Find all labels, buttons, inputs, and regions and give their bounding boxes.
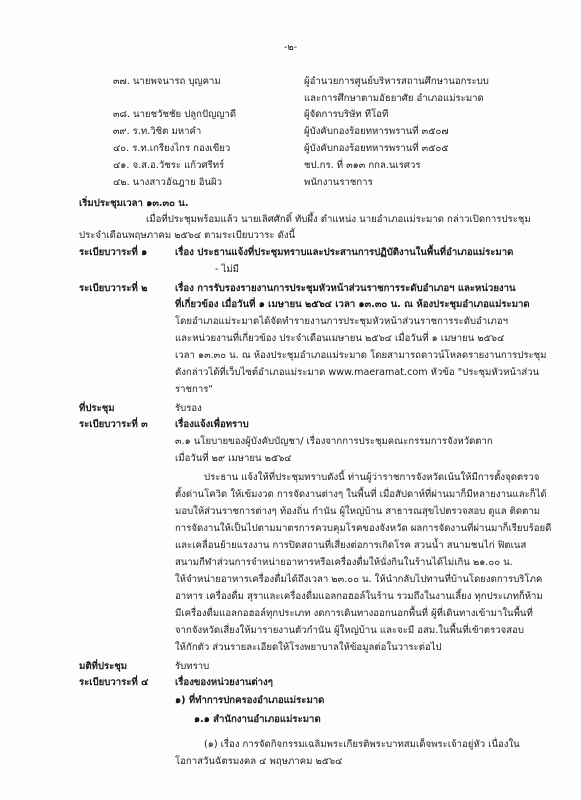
agenda-2-body-line: ดังกล่าวได้ที่เว็บไซต์อำเภอแม่ระมาด www.maeramat.com หัวข้อ "ประชุมหัวหน้าส่วน — [175, 367, 540, 378]
agenda-3-body-line: การจัดงานให้เป็นไปตามมาตรการควบคุมโรคของจังหวัด ผลการจัดงานที่ผ่านมาก็เรียบร้อยดี — [175, 523, 552, 534]
attendee-name: ๔๐. ร.ท.เกรียงไกร กองเขียว — [113, 143, 231, 154]
meeting-start-label: เริ่มประชุมเวลา ๑๓.๓๐ น. — [79, 198, 189, 209]
agenda-3-label: ระเบียบวาระที่ ๓ — [79, 419, 148, 430]
agenda-3-body-line: จากจังหวัดเสี่ยงให้มารายงานตัวกำนัน ผู้ใหญ่บ้าน และจะมี อสม.ในพื้นที่เข้าตรวจสอบ — [175, 625, 525, 636]
agenda-2-body-line: โดยอำเภอแม่ระมาดได้จัดทำรายงานการประชุมหัวหน้าส่วนราชการระดับอำเภอฯ — [175, 316, 508, 327]
attendee-role: ผู้บังคับกองร้อยทหารพรานที่ ๓๕๐๗ — [304, 126, 449, 137]
agenda-2-resolution-label: ที่ประชุม — [79, 403, 115, 414]
agenda-4-item-line: โอกาสวันฉัตรมงคล ๔ พฤษภาคม ๒๕๖๔ — [175, 756, 343, 767]
attendee-name: ๓๗. นายพจนารถ บุญคาม — [113, 76, 221, 87]
agenda-3-body-line: ตั้งด่านโควิด ให้เข้มงวด การจัดงานต่างๆ ในพื้นที่ เมื่อสัปดาห์ที่ผ่านมาก็มีหลายงานและก็ได้ — [175, 489, 547, 500]
attendee-role: พนักงานราชการ — [304, 177, 373, 188]
agenda-3-body-line: อาหาร เครื่องดื่ม สุราและเครื่องดื่มแอลกอฮอล์ในร้าน รวมถึงในงานเลี้ยง ทุกประเภทก็ห้าม — [175, 591, 543, 602]
attendee-name: ๔๒. นางสาวอัฉฎาย อินผิว — [113, 177, 223, 188]
agenda-3-resolution: รับทราบ — [175, 661, 210, 672]
agenda-2-body-line: และหน่วยงานที่เกี่ยวข้อง ประจำเดือนเมษายน ๒๕๖๔ เมื่อวันที่ ๑ เมษายน ๒๕๖๔ — [175, 333, 505, 344]
agenda-3-body-line: สนามกีฬาส่วนการจำหน่ายอาหารหรือเครื่องดื่มให้นั่งกินในร้านได้ไม่เกิน ๒๑.๐๐ น. — [175, 557, 513, 568]
agenda-3-body-line: ให้จำหน่ายอาหารเครื่องดื่มได้ถึงเวลา ๒๓.๐๐ น. ให้นำกลับไปทานที่บ้านโดยงดการบริโภค — [175, 574, 543, 585]
agenda-2-title-line: เรื่อง การรับรองรายงานการประชุมหัวหน้าส่วนราชการระดับอำเภอฯ และหน่วยงาน — [175, 283, 516, 294]
attendee-role: และการศึกษาตามอัธยาศัย อำเภอแม่ระมาด — [304, 93, 484, 104]
agenda-2-label: ระเบียบวาระที่ ๒ — [79, 283, 148, 294]
agenda-4-title: เรื่องของหน่วยงานต่างๆ — [175, 677, 273, 688]
attendee-name: ๓๙. ร.ท.วิชิต มหาคำ — [113, 126, 202, 137]
agenda-3-body-line: และเคลื่อนย้ายแรงงาน การปิดสถานที่เสี่ยงต่อการเกิดโรค สวนน้ำ สนามชนไก่ ฟิตเนส — [175, 540, 527, 551]
agenda-1-note: - ไม่มี — [215, 264, 239, 275]
attendee-name: ๓๘. นายชวัชชัย ปลูกปัญญาดี — [113, 109, 237, 120]
agenda-1-label: ระเบียบวาระที่ ๑ — [79, 247, 148, 258]
attendee-role: ผู้บังคับกองร้อยทหารพรานที่ ๓๕๐๕ — [304, 143, 449, 154]
agenda-2-body-line: ราชการ" — [175, 384, 213, 395]
agenda-3-resolution-label: มติที่ประชุม — [79, 661, 128, 672]
attendee-role: ผู้อำนวยการศูนย์บริหารสถานศึกษานอกระบบ — [304, 76, 489, 87]
agenda-3-title: เรื่องแจ้งเพื่อทราบ — [175, 419, 249, 430]
agenda-1-title: เรื่อง ประธานแจ้งที่ประชุมทราบและประสานการปฏิบัติงานในพื้นที่อำเภอแม่ระมาด — [175, 247, 514, 258]
page-number: -๒- — [283, 42, 298, 53]
agenda-3-body-line: มอบให้ส่วนราชการต่างๆ ท้องถิ่น กำนัน ผู้ใหญ่บ้าน สาธารณสุขไปตรวจสอบ ดูแล ติดตาม — [175, 506, 541, 517]
agenda-3-body-line: ประธาน แจ้งให้ที่ประชุมทราบดังนี้ ท่านผู้ว่าราชการจังหวัดเน้นให้มีการตั้งจุดตรวจ — [204, 472, 540, 483]
attendee-role: ชป.กร. ที่ ๓๑๓ กกล.นเรศวร — [304, 160, 421, 171]
agenda-3-sub-line: ๓.๑ นโยบายของผู้บังคับบัญชา/ เรื่องจากการประชุมคณะกรรมการจังหวัดตาก — [175, 436, 493, 447]
agenda-4-section: ๑) ที่ทำการปกครองอำเภอแม่ระมาด — [175, 695, 325, 706]
agenda-3-body-line: ให้กักตัว ส่วนรายละเอียดให้โรงพยาบาลให้ข้อมูลต่อในวาระต่อไป — [175, 642, 442, 653]
agenda-2-title-line: ที่เกี่ยวข้อง เมื่อวันที่ ๑ เมษายน ๒๕๖๔ เวลา ๑๓.๓๐ น. ณ ห้องประชุมอำเภอแม่ระมาด — [175, 299, 530, 310]
agenda-4-subsection: ๑.๑ สำนักงานอำเภอแม่ระมาด — [194, 714, 321, 725]
opening-paragraph-line: เมื่อที่ประชุมพร้อมแล้ว นายเลิศศักดิ์ ทับผึ้ง ตำแหน่ง นายอำเภอแม่ระมาด กล่าวเปิดการประชุม — [146, 214, 531, 225]
agenda-2-resolution: รับรอง — [175, 403, 202, 414]
agenda-3-sub-line: เมื่อวันที่ ๒๙ เมษายน ๒๕๖๔ — [175, 453, 292, 464]
agenda-2-body-line: เวลา ๑๓.๓๐ น. ณ ห้องประชุมอำเภอแม่ระมาด โดยสามารถดาวน์โหลดรายงานการประชุม — [175, 350, 547, 361]
agenda-3-body-line: มีเครื่องดื่มแอลกอฮอล์ทุกประเภท งดการเดินทางออกนอกพื้นที่ ผู้ที่เดินทางเข้ามาในพื้นที่ — [175, 608, 533, 619]
opening-paragraph-line: ประจำเดือนพฤษภาคม ๒๕๖๔ ตามระเบียบวาระ ดังนี้ — [79, 230, 296, 241]
agenda-4-label: ระเบียบวาระที่ ๔ — [79, 677, 149, 688]
attendee-name: ๔๑. จ.ส.อ.วัชระ แก้วศรีทร์ — [113, 160, 225, 171]
attendee-role: ผู้จัดการบริษัท ทีโอที — [304, 109, 389, 120]
agenda-4-item-line: (๑) เรื่อง การจัดกิจกรรมเฉลิมพระเกียรติพระบาทสมเด็จพระเจ้าอยู่หัว เนื่องใน — [204, 739, 520, 750]
